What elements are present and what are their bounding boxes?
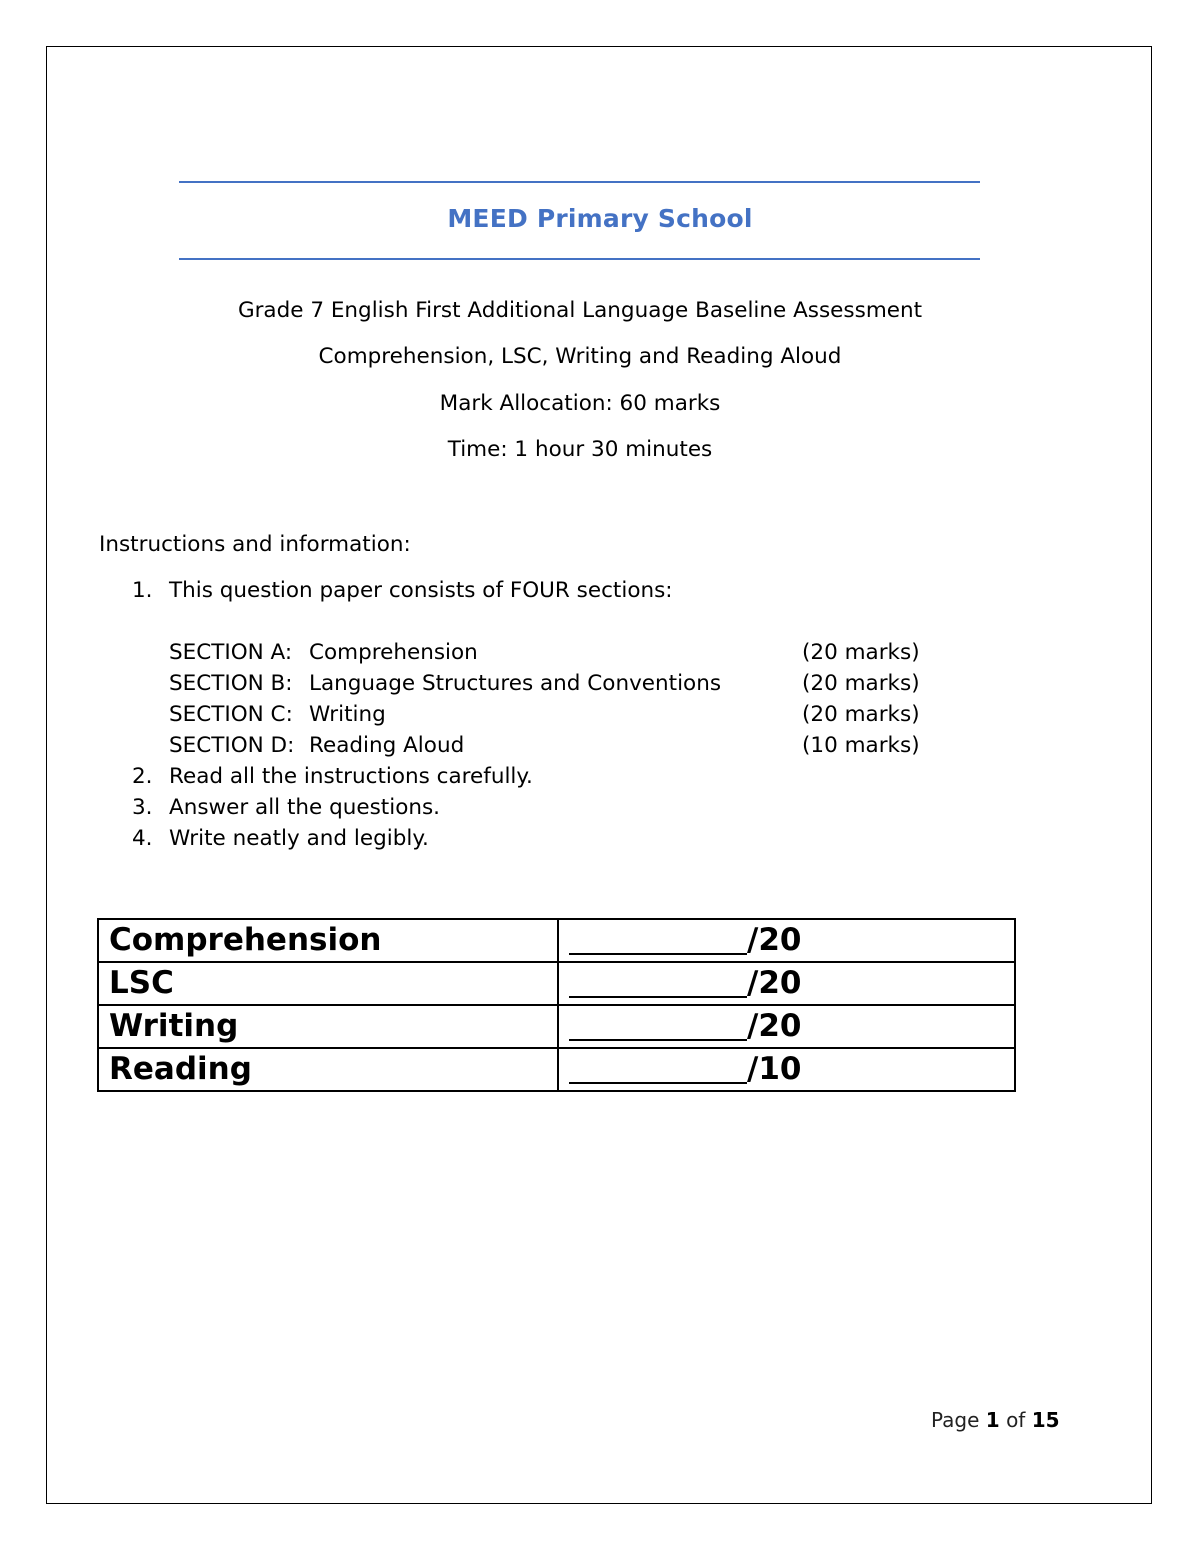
score-entry-cell[interactable] [558,962,1015,1005]
score-label: Reading [98,1048,558,1091]
score-label: Comprehension [98,919,558,962]
section-code: SECTION D: [169,733,295,758]
score-entry-cell[interactable] [558,919,1015,962]
section-row [169,702,929,730]
section-row [169,671,929,699]
instruction-number: 2. [132,764,153,789]
mark-allocation: Mark Allocation: 60 marks [439,391,721,416]
instruction-number: 4. [132,826,153,851]
section-code: SECTION A: [169,640,293,665]
score-blank[interactable] [569,966,747,998]
score-entry-cell[interactable] [558,1048,1015,1091]
section-marks: (20 marks) [802,640,920,665]
section-name: Reading Aloud [309,733,465,758]
section-marks: (20 marks) [802,671,920,696]
section-name: Comprehension [309,640,478,665]
section-row [169,640,929,668]
section-marks: (10 marks) [802,733,920,758]
instruction-text: This question paper consists of FOUR sections: [169,578,673,603]
table-row [98,919,1015,962]
header-top-rule [179,181,980,183]
header-bottom-rule [179,258,980,260]
section-marks: (20 marks) [802,702,920,727]
score-label: Writing [98,1005,558,1048]
school-name: MEED Primary School [447,204,753,233]
score-total: /10 [747,1051,802,1087]
score-blank[interactable] [569,1009,747,1041]
score-table [97,918,1016,1092]
current-page: 1 [985,1408,1000,1432]
assessment-title: Grade 7 English First Additional Language Baseline Assessment [237,298,923,323]
instruction-text: Read all the instructions carefully. [169,764,533,789]
section-name: Language Structures and Conventions [309,671,722,696]
score-blank[interactable] [569,1052,747,1084]
page-word: Page [931,1408,980,1432]
table-row [98,1048,1015,1091]
instruction-text: Answer all the questions. [169,795,441,820]
instruction-text: Write neatly and legibly. [169,826,429,851]
of-word: of [1006,1408,1026,1432]
table-row [98,1005,1015,1048]
instruction-number: 1. [132,578,153,603]
instruction-number: 3. [132,795,153,820]
score-total: /20 [747,922,802,958]
time-allowed: Time: 1 hour 30 minutes [447,437,713,462]
total-pages: 15 [1031,1408,1060,1432]
score-total: /20 [747,1008,802,1044]
score-blank[interactable] [569,923,747,955]
score-total: /20 [747,965,802,1001]
assessment-subtitle: Comprehension, LSC, Writing and Reading Aloud [318,344,842,369]
score-label: LSC [98,962,558,1005]
table-row [98,962,1015,1005]
section-name: Writing [309,702,386,727]
section-code: SECTION B: [169,671,293,696]
section-code: SECTION C: [169,702,293,727]
section-row [169,733,929,761]
score-entry-cell[interactable] [558,1005,1015,1048]
instructions-heading: Instructions and information: [99,532,411,557]
page-number [931,1408,1060,1432]
